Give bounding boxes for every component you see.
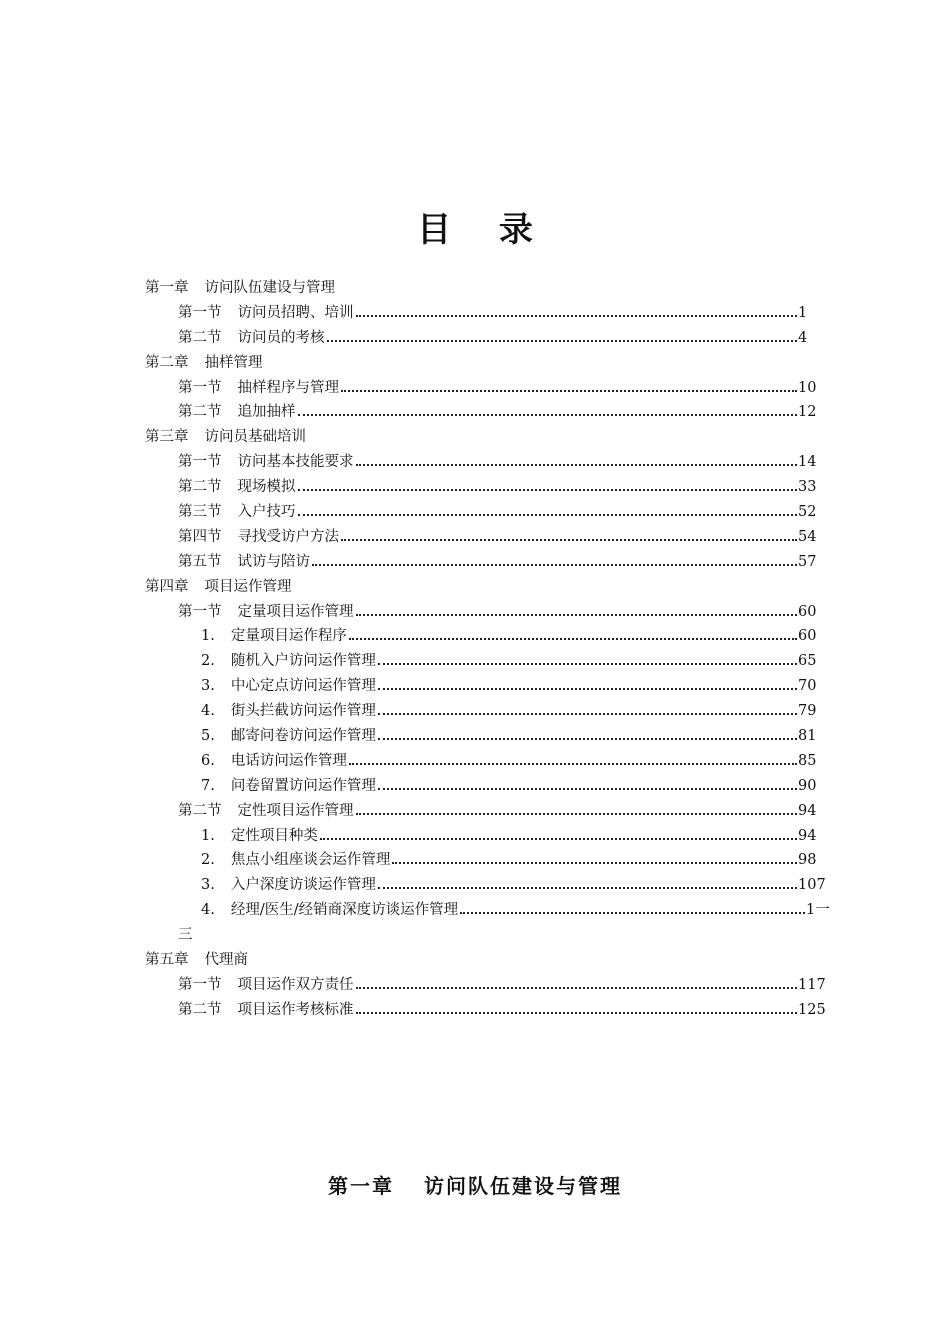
- toc-entry-text: 问卷留置访问运作管理: [230, 777, 376, 794]
- toc-dot-leader: [378, 663, 797, 665]
- toc-entry-text: 试访与陪访: [237, 553, 310, 570]
- toc-item-entry[interactable]: [0, 624, 950, 649]
- toc-entry-prefix: 1.: [201, 827, 215, 844]
- toc-entry-prefix: 第一节: [178, 454, 222, 471]
- chapter-heading-text: 访问队伍建设与管理: [424, 1174, 622, 1198]
- toc-page-number: 85: [798, 752, 817, 769]
- table-of-contents: [0, 276, 950, 1023]
- toc-dot-leader: [298, 514, 797, 516]
- toc-section-entry[interactable]: [0, 475, 950, 500]
- toc-entry-prefix: 第二章: [145, 354, 189, 371]
- toc-entry-prefix: 2.: [201, 852, 215, 869]
- toc-page-number: 1一: [806, 902, 830, 919]
- toc-page-number: 60: [798, 603, 817, 620]
- toc-item-entry[interactable]: [0, 898, 950, 923]
- toc-entry-text: 随机入户访问运作管理: [230, 653, 376, 670]
- toc-entry-text: 入户深度访谈运作管理: [230, 877, 376, 894]
- toc-page-number: 14: [798, 454, 817, 471]
- toc-entry-prefix: 第一章: [145, 280, 189, 296]
- toc-entry-label: [178, 923, 193, 948]
- toc-page-number: 98: [798, 852, 817, 869]
- chapter-one-heading: [0, 1170, 950, 1199]
- toc-entry-prefix: 第四节: [178, 528, 222, 545]
- toc-entry-label: [201, 848, 390, 873]
- toc-section-entry[interactable]: [0, 301, 950, 326]
- toc-entry-label: [145, 948, 248, 973]
- toc-dot-leader: [312, 564, 797, 566]
- toc-entry-text: 定性项目运作管理: [237, 802, 354, 819]
- toc-entry-prefix: 第二节: [178, 404, 222, 421]
- toc-entry-label: [178, 376, 339, 401]
- toc-dot-leader: [356, 987, 797, 989]
- toc-entry-prefix: 第三节: [178, 504, 222, 521]
- toc-page-number: 107: [798, 877, 826, 894]
- toc-entry-prefix: 第一节: [178, 976, 222, 993]
- toc-item-entry[interactable]: [0, 699, 950, 724]
- toc-page-number: 1: [798, 304, 808, 321]
- toc-dot-leader: [298, 489, 797, 491]
- toc-item-entry[interactable]: [0, 824, 950, 849]
- toc-page-number: 94: [798, 802, 817, 819]
- toc-entry-text: 项目运作考核标准: [237, 1001, 354, 1018]
- toc-chapter-entry[interactable]: [0, 351, 950, 376]
- toc-entry-label: [178, 450, 354, 475]
- toc-chapter-entry[interactable]: [0, 425, 950, 450]
- toc-page-number: 79: [798, 703, 817, 720]
- toc-entry-prefix: 3.: [201, 877, 215, 894]
- toc-dot-leader: [356, 464, 797, 466]
- toc-entry-prefix: 5.: [201, 728, 215, 745]
- toc-entry-text: 访问员基础培训: [204, 429, 306, 446]
- toc-entry-text: 访问基本技能要求: [237, 454, 354, 471]
- toc-section-entry[interactable]: [0, 400, 950, 425]
- toc-entry-text: 电话访问运作管理: [230, 752, 347, 769]
- toc-section-entry[interactable]: [0, 600, 950, 625]
- toc-entry-label: [201, 649, 376, 674]
- toc-entry-prefix: 第三章: [145, 429, 189, 446]
- toc-entry-label: [145, 276, 335, 301]
- toc-page-number: 65: [798, 653, 817, 670]
- toc-page-number: 52: [798, 504, 817, 521]
- toc-chapter-entry[interactable]: [0, 948, 950, 973]
- toc-entry-label: [178, 326, 325, 351]
- toc-dot-leader: [349, 763, 797, 765]
- toc-entry-label: [145, 425, 306, 450]
- toc-page-number: 33: [798, 479, 817, 496]
- toc-entry-prefix: 第二节: [178, 802, 222, 819]
- toc-entry-prefix: 第五章: [145, 952, 189, 969]
- toc-chapter-entry[interactable]: [0, 575, 950, 600]
- toc-entry-label: [178, 475, 296, 500]
- toc-item-entry[interactable]: [0, 749, 950, 774]
- toc-entry-label: [178, 973, 354, 998]
- toc-entry-text: 代理商: [204, 952, 248, 969]
- toc-entry-text: 访问员招聘、培训: [237, 304, 354, 321]
- toc-entry-prefix: 1.: [201, 628, 215, 645]
- toc-entry-label: [201, 724, 376, 749]
- toc-dot-leader: [392, 862, 797, 864]
- toc-page-number: 81: [798, 728, 817, 745]
- toc-entry-label: [178, 500, 296, 525]
- toc-entry-text: 三: [178, 927, 193, 944]
- toc-page-number: 94: [798, 827, 817, 844]
- toc-entry-text: 街头拦截访问运作管理: [230, 703, 376, 720]
- toc-entry-text: 入户技巧: [237, 504, 296, 521]
- toc-item-entry[interactable]: [0, 873, 950, 898]
- toc-dot-leader: [341, 390, 797, 392]
- toc-entry-text: 抽样管理: [204, 354, 263, 371]
- toc-section-entry[interactable]: [0, 376, 950, 401]
- toc-dot-leader: [341, 539, 797, 541]
- toc-dot-leader: [378, 788, 797, 790]
- toc-item-entry[interactable]: [0, 674, 950, 699]
- toc-entry-text: 寻找受访户方法: [237, 528, 339, 545]
- toc-page-number: 4: [798, 329, 808, 346]
- toc-entry-label: [178, 525, 339, 550]
- toc-entry-label: [145, 351, 263, 376]
- toc-page-number: 10: [798, 379, 817, 396]
- toc-entry-label: [145, 575, 292, 600]
- toc-entry-label: [201, 898, 458, 923]
- toc-entry-text: 访问员的考核: [237, 329, 325, 346]
- toc-chapter-entry[interactable]: [0, 276, 950, 301]
- toc-entry-text: 追加抽样: [237, 404, 296, 421]
- toc-entry-label: [201, 674, 376, 699]
- toc-entry-label: [201, 624, 347, 649]
- toc-dot-leader: [378, 738, 797, 740]
- toc-entry-label: [201, 774, 376, 799]
- toc-entry-prefix: 第二节: [178, 329, 222, 346]
- toc-entry-text: 定性项目种类: [230, 827, 318, 844]
- toc-entry-text: 经理/医生/经销商深度访谈运作管理: [230, 902, 459, 919]
- toc-section-entry[interactable]: [0, 550, 950, 575]
- toc-wrap-line[interactable]: [0, 923, 950, 948]
- toc-entry-prefix: 7.: [201, 777, 215, 794]
- toc-entry-text: 访问队伍建设与管理: [204, 280, 335, 296]
- toc-entry-text: 邮寄问卷访问运作管理: [230, 728, 376, 745]
- toc-page-number: 57: [798, 553, 817, 570]
- toc-entry-prefix: 第二节: [178, 479, 222, 496]
- toc-dot-leader: [298, 414, 797, 416]
- toc-entry-text: 定量项目运作程序: [230, 628, 347, 645]
- toc-entry-prefix: 第一节: [178, 304, 222, 321]
- toc-entry-text: 焦点小组座谈会运作管理: [230, 852, 391, 869]
- toc-entry-prefix: 第一节: [178, 379, 222, 396]
- toc-entry-label: [178, 550, 310, 575]
- toc-entry-text: 抽样程序与管理: [237, 379, 339, 396]
- toc-page-number: 117: [798, 976, 826, 993]
- toc-entry-prefix: 6.: [201, 752, 215, 769]
- toc-page-number: 70: [798, 678, 817, 695]
- toc-entry-label: [201, 749, 347, 774]
- toc-item-entry[interactable]: [0, 649, 950, 674]
- toc-section-entry[interactable]: [0, 450, 950, 475]
- toc-entry-prefix: 第一节: [178, 603, 222, 620]
- toc-dot-leader: [378, 713, 797, 715]
- toc-dot-leader: [349, 638, 797, 640]
- toc-entry-text: 定量项目运作管理: [237, 603, 354, 620]
- toc-entry-text: 项目运作管理: [204, 578, 292, 595]
- toc-page-number: 90: [798, 777, 817, 794]
- toc-entry-prefix: 3.: [201, 678, 215, 695]
- toc-section-entry[interactable]: [0, 500, 950, 525]
- toc-section-entry[interactable]: [0, 326, 950, 351]
- toc-dot-leader: [320, 838, 797, 840]
- toc-entry-text: 项目运作双方责任: [237, 976, 354, 993]
- toc-entry-label: [178, 998, 354, 1023]
- toc-dot-leader: [460, 912, 805, 914]
- toc-entry-prefix: 第四章: [145, 578, 189, 595]
- toc-entry-prefix: 4.: [201, 703, 215, 720]
- toc-entry-prefix: 第二节: [178, 1001, 222, 1018]
- toc-dot-leader: [356, 315, 797, 317]
- toc-dot-leader: [356, 813, 797, 815]
- toc-title: 目 录: [417, 210, 551, 250]
- toc-entry-label: [178, 400, 296, 425]
- toc-page-number: 60: [798, 628, 817, 645]
- toc-section-entry[interactable]: [0, 973, 950, 998]
- toc-entry-label: [178, 799, 354, 824]
- toc-page-number: 54: [798, 528, 817, 545]
- toc-entry-text: 中心定点访问运作管理: [230, 678, 376, 695]
- chapter-heading-prefix: 第一章: [328, 1174, 394, 1198]
- toc-entry-label: [178, 600, 354, 625]
- toc-entry-label: [201, 699, 376, 724]
- toc-dot-leader: [356, 614, 797, 616]
- toc-page-number: 12: [798, 404, 817, 421]
- toc-section-entry[interactable]: [0, 525, 950, 550]
- toc-dot-leader: [378, 887, 797, 889]
- toc-dot-leader: [378, 688, 797, 690]
- toc-entry-label: [201, 873, 376, 898]
- toc-item-entry[interactable]: [0, 774, 950, 799]
- toc-dot-leader: [356, 1012, 797, 1014]
- toc-entry-label: [178, 301, 354, 326]
- toc-item-entry[interactable]: [0, 724, 950, 749]
- toc-entry-prefix: 2.: [201, 653, 215, 670]
- toc-item-entry[interactable]: [0, 848, 950, 873]
- toc-section-entry[interactable]: [0, 799, 950, 824]
- toc-entry-label: [201, 824, 318, 849]
- toc-entry-prefix: 4.: [201, 902, 215, 919]
- toc-section-entry[interactable]: [0, 998, 950, 1023]
- toc-entry-prefix: 第五节: [178, 553, 222, 570]
- toc-dot-leader: [327, 340, 797, 342]
- toc-page-number: 125: [798, 1001, 826, 1018]
- toc-entry-text: 现场模拟: [237, 479, 296, 496]
